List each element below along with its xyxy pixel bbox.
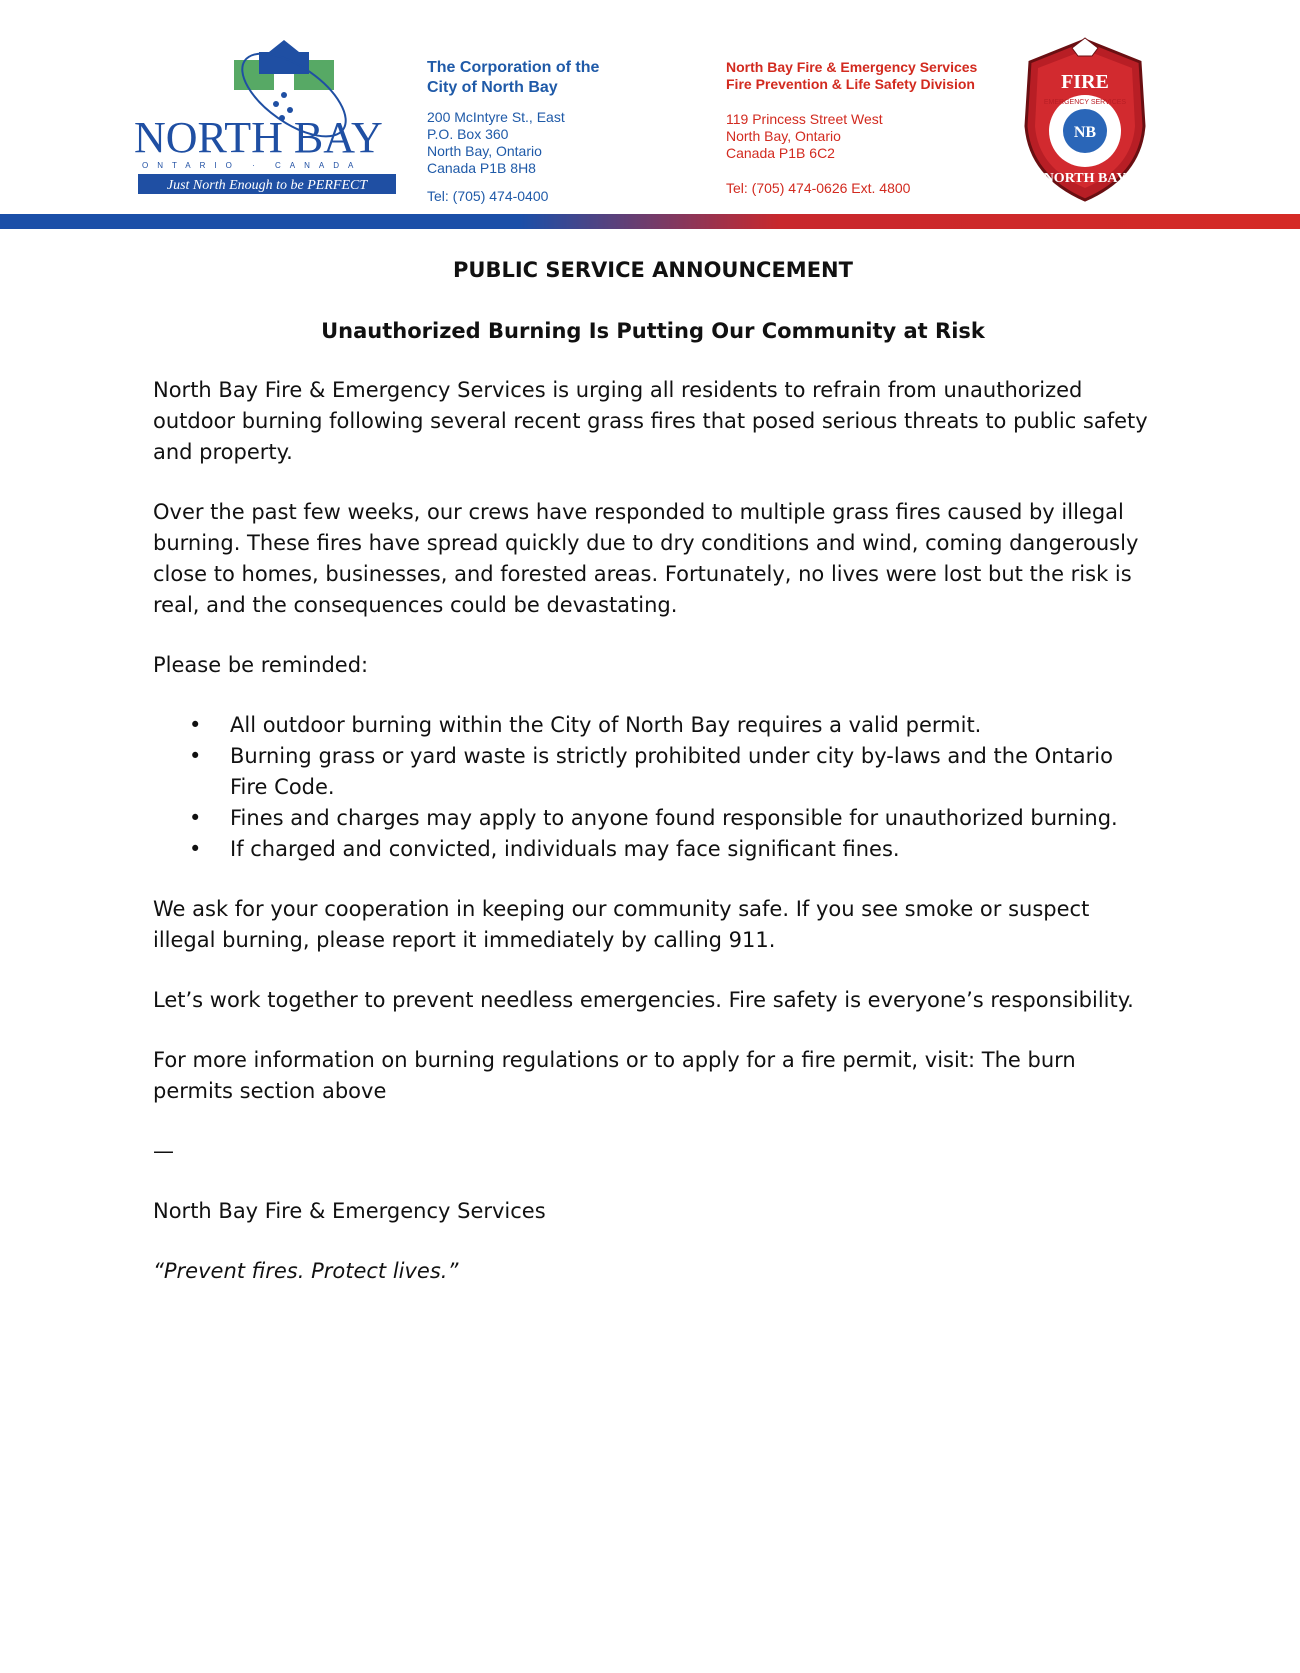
paragraph-4: Let’s work together to prevent needless emergencies. Fire safety is everyone’s responsibility. [153,988,1134,1012]
list-item: • If charged and convicted, individuals may face significant fines. [153,834,1153,865]
fire-contact [726,59,977,197]
logo-tagline: Just North Enough to be PERFECT [166,178,368,193]
badge-ring-text: EMERGENCY SERVICES [1043,99,1127,106]
letterhead [0,0,1300,232]
city-name-line2: City of North Bay [427,79,558,96]
badge-bottom-text: NORTH BAY [1043,171,1127,186]
paragraph-2: Over the past few weeks, our crews have responded to multiple grass fires caused by illegal burning. These fires have spread quickly due to dry conditions and wind, coming dangerously close to homes, businesses, and forested areas. Fortunately, no lives were lost but the risk is real, and the consequences could be devastating. [153,500,1139,617]
list-item: • Fines and charges may apply to anyone found responsible for unauthorized burning. [153,803,1153,834]
fire-address3: Canada P1B 6C2 [726,145,835,161]
north-bay-logo [134,40,404,196]
signature-dash: — [153,1139,174,1163]
badge-top-text: FIRE [1061,71,1109,93]
fire-name-line2: Fire Prevention & Life Safety Division [726,76,975,92]
doc-title: Unauthorized Burning Is Putting Our Community at Risk [321,319,985,343]
paragraph-3: We ask for your cooperation in keeping our community safe. If you see smoke or suspect illegal burning, please report it immediately by calling 911. [153,897,1090,952]
city-phone: Tel: (705) 474-0400 [427,188,549,204]
list-item: • All outdoor burning within the City of North Bay requires a valid permit. [153,710,1153,741]
doc-heading: PUBLIC SERVICE ANNOUNCEMENT [453,258,853,282]
reminder-list [153,710,1153,865]
city-address2: P.O. Box 360 [427,126,509,142]
city-contact [427,58,599,205]
announcement-body [153,255,1153,1316]
badge-center-text: NB [1073,124,1097,141]
list-item: • Burning grass or yard waste is strictly prohibited under city by-laws and the Ontario Fire Code. [153,741,1153,803]
city-name-line1: The Corporation of the [427,59,600,76]
fire-phone: Tel: (705) 474-0626 Ext. 4800 [726,180,911,196]
logo-wordmark: NORTH BAY [134,113,383,162]
city-address1: 200 McIntyre St., East [427,109,565,125]
reminder-intro: Please be reminded: [153,653,369,677]
tagline: “Prevent fires. Protect lives.” [153,1259,459,1283]
header-stripe [0,214,1300,229]
signature: North Bay Fire & Emergency Services [153,1199,546,1223]
fire-name-line1: North Bay Fire & Emergency Services [726,59,978,75]
city-address4: Canada P1B 8H8 [427,160,536,176]
fire-address1: 119 Princess Street West [726,111,883,127]
paragraph-1: North Bay Fire & Emergency Services is urging all residents to refrain from unauthorized outdoor burning following several recent grass fires that posed serious threats to public safety and property. [153,378,1148,464]
paragraph-5: For more information on burning regulations or to apply for a fire permit, visit: The burn permits section above [153,1048,1076,1103]
fire-address2: North Bay, Ontario [726,128,841,144]
logo-subline: ONTARIO · CANADA [142,161,363,170]
city-address3: North Bay, Ontario [427,143,542,159]
fire-badge-logo [1022,36,1148,204]
